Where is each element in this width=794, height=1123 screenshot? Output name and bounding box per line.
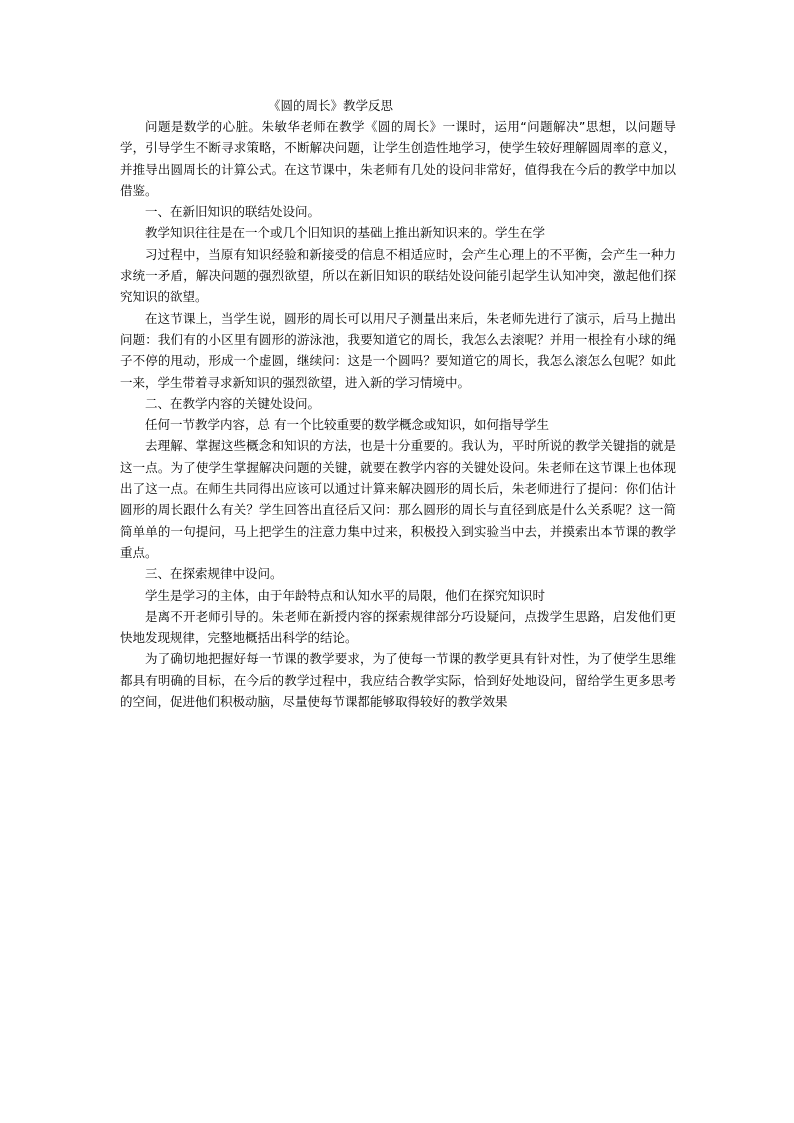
paragraph-section-2-body: 去理解、掌握这些概念和知识的方法，也是十分重要的。我认为，平时所说的教学关键指的就是这一点。为了使学生掌握解决问题的关键，就要在教学内容的关键处设问。朱老师在这节课上也体现出了这一点。在师生共同得出应该可以通过计算来解决圆形的周长后，朱老师进行了提问：你们估计圆形的周长跟什么有关？学生回答出直径后又问：那么圆形的周长与直径到底是什么关系呢？这一简简单单的一句提问，马上把学生的注意力集中过来，积极投入到实验当中去，并摸索出本节课的教学重点。 [120,438,676,560]
document-body [120,96,676,712]
section-heading-1: 一、在新旧知识的联结处设问。 [145,204,321,220]
document-title: 《圆的周长》教学反思 [268,98,394,113]
paragraph-section-1-body: 习过程中，当原有知识经验和新接受的信息不相适应时，会产生心理上的不平衡，会产生一种力求统一矛盾，解决问题的强烈欲望，所以在新旧知识的联结处设问能引起学生认知冲突，激起他们探究知识的欲望。 [120,246,676,305]
paragraph-section-2-lead: 任何一节教学内容，总 有一个比较重要的数学概念或知识，如何指导学生 [145,417,549,433]
paragraph-section-1-example: 在这节课上，当学生说，圆形的周长可以用尺子测量出来后，朱老师先进行了演示，后马上抛出问题：我们有的小区里有圆形的游泳池，我要知道它的周长，我怎么去滚呢？并用一根拴有小球的绳子不停的甩动，形成一个虚圆，继续问：这是一个圆吗？要知道它的周长，我怎么滚怎么包呢？如此一来，学生带着寻求新知识的强烈欲望，进入新的学习情境中。 [120,310,676,390]
section-heading-3: 三、在探索规律中设问。 [145,566,283,582]
section-heading-2: 二、在教学内容的关键处设问。 [145,395,321,411]
paragraph-section-3-lead: 学生是学习的主体，由于年龄特点和认知水平的局限，他们在探究知识时 [145,587,546,603]
paragraph-section-1-lead: 教学知识往往是在一个或几个旧知识的基础上推出新知识来的。学生在学 [145,225,546,241]
paragraph-intro: 问题是数学的心脏。朱敏华老师在教学《圆的周长》一课时，运用“问题解决”思想，以问题导学，引导学生不断寻求策略，不断解决问题，让学生创造性地学习，使学生较好理解圆周率的意义，并推导出圆周长的计算公式。在这节课中，朱老师有几处的设问非常好，值得我在今后的教学中加以借鉴。 [120,119,676,198]
paragraph-section-3-body: 是离不开老师引导的。朱老师在新授内容的探索规律部分巧设疑问，点拨学生思路，启发他们更快地发现规律，完整地概括出科学的结论。 [120,608,676,646]
paragraph-conclusion: 为了确切地把握好每一节课的教学要求，为了使每一节课的教学更具有针对性，为了使学生思维都具有明确的目标，在今后的教学过程中，我应结合教学实际，恰到好处地设问，留给学生更多思考的空间，促进他们积极动脑，尽量使每节课都能够取得较好的教学效果 [120,651,676,710]
